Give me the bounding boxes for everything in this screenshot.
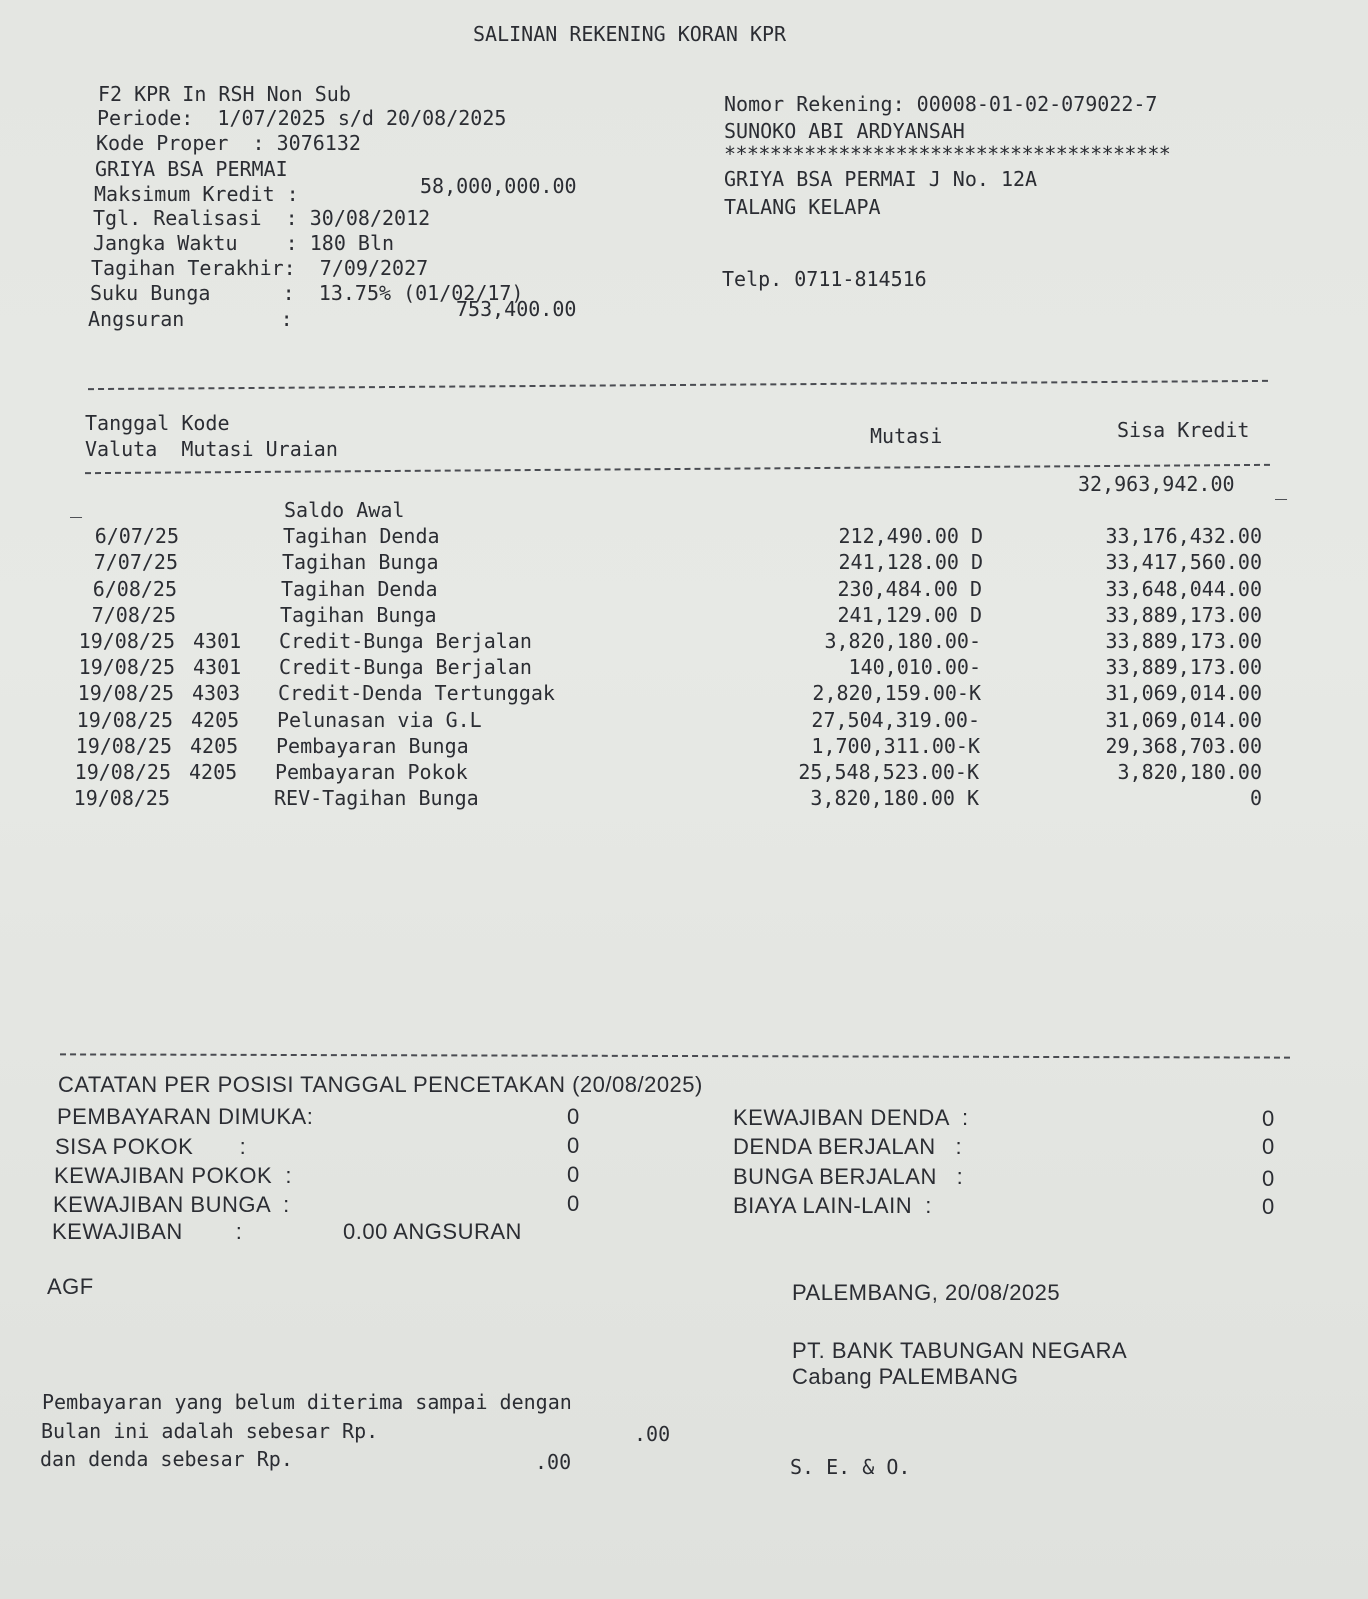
row-uraian: Credit-Bunga Berjalan	[279, 655, 532, 680]
row-uraian: Credit-Bunga Berjalan	[279, 629, 532, 653]
row-uraian: REV-Tagihan Bunga	[274, 786, 479, 811]
header-mutasi: Mutasi	[870, 424, 943, 448]
row-mutasi: 230,484.00 D	[837, 576, 982, 601]
note-kewajiban-pokok-value: 0	[567, 1162, 580, 1187]
note-bunga-berjalan-label: BUNGA BERJALAN :	[733, 1164, 964, 1189]
jangka-waktu: Jangka Waktu : 180 Bln	[93, 231, 395, 255]
row-sisa: 33,648,044.00	[1105, 576, 1262, 601]
kode-proper: Kode Proper : 3076132	[96, 131, 361, 155]
opening-balance: 32,963,942.00	[1078, 472, 1235, 496]
row-date: 7/08/25	[91, 602, 176, 627]
notes-heading: CATATAN PER POSISI TANGGAL PENCETAKAN (20/08/2025)	[58, 1072, 703, 1097]
row-mutasi: 140,010.00-	[848, 655, 981, 680]
note-kewajiban-label: KEWAJIBAN :	[52, 1219, 243, 1244]
note-sisa-pokok-value: 0	[567, 1133, 580, 1158]
note-denda-berjalan-label: DENDA BERJALAN :	[733, 1134, 963, 1159]
row-kode: 4303	[192, 681, 241, 706]
row-uraian: Pembayaran Bunga	[276, 733, 469, 758]
row-mutasi: 25,548,523.00-K	[798, 760, 979, 784]
row-date: 19/08/25	[77, 681, 174, 706]
row-date: 19/08/25	[78, 629, 175, 653]
row-mutasi: 212,490.00 D	[838, 524, 983, 549]
customer-name: SUNOKO ABI ARDYANSAH	[724, 119, 965, 143]
notes-separator	[60, 1053, 1290, 1058]
row-mutasi: 3,820,180.00 K	[810, 786, 979, 811]
header-separator-top	[88, 380, 1268, 390]
note-kewajiban-bunga-label: KEWAJIBAN BUNGA :	[53, 1192, 290, 1217]
row-uraian: Tagihan Denda	[281, 576, 438, 601]
row-kode: 4205	[190, 733, 239, 758]
row-date: 19/08/25	[74, 760, 171, 784]
angsuran-label: Angsuran :	[88, 307, 293, 331]
payment-note-line-2-value: .00	[634, 1422, 671, 1446]
note-kewajiban-bunga-value: 0	[567, 1191, 580, 1216]
row-sisa: 29,368,703.00	[1105, 733, 1262, 758]
row-kode: 4205	[191, 707, 240, 732]
note-bunga-berjalan-value: 0	[1262, 1166, 1275, 1191]
row-uraian: Saldo Awal	[284, 498, 405, 522]
row-sisa: 33,889,173.00	[1105, 655, 1262, 680]
maksimum-kredit-label: Maksimum Kredit :	[94, 182, 299, 206]
note-pembayaran-dimuka-value: 0	[567, 1104, 580, 1129]
row-kode: 4205	[189, 760, 238, 784]
row-kode: 4301	[193, 629, 242, 653]
note-denda-berjalan-value: 0	[1262, 1134, 1275, 1159]
address-line-2: TALANG KELAPA	[724, 195, 881, 219]
angsuran-value: 753,400.00	[456, 297, 577, 321]
tgl-realisasi: Tgl. Realisasi : 30/08/2012	[93, 206, 431, 230]
row-mutasi: 1,700,311.00-K	[811, 733, 980, 758]
note-biaya-lain-value: 0	[1262, 1194, 1275, 1219]
row-uraian: Pelunasan via G.L	[277, 707, 482, 732]
row-uraian: Pembayaran Pokok	[275, 760, 468, 784]
note-pembayaran-dimuka-label: PEMBAYARAN DIMUKA:	[57, 1104, 314, 1129]
header-sisa-kredit: Sisa Kredit	[1117, 418, 1250, 442]
row-uraian: Tagihan Denda	[283, 524, 440, 549]
note-kewajiban-denda-value: 0	[1262, 1106, 1275, 1131]
row-kode: 4301	[193, 655, 242, 680]
telephone: Telp. 0711-814516	[722, 267, 927, 291]
bank-branch: Cabang PALEMBANG	[792, 1364, 1019, 1389]
header-tanggal-kode: Tanggal Kode	[85, 411, 230, 435]
row-marker-right: _	[1275, 476, 1288, 500]
note-sisa-pokok-label: SISA POKOK :	[55, 1134, 247, 1159]
note-biaya-lain-label: BIAYA LAIN-LAIN :	[733, 1193, 932, 1218]
row-sisa: 31,069,014.00	[1105, 707, 1262, 732]
note-kewajiban-denda-label: KEWAJIBAN DENDA :	[733, 1105, 969, 1130]
document-title: SALINAN REKENING KORAN KPR	[473, 22, 787, 46]
product-name: F2 KPR In RSH Non Sub	[98, 82, 351, 106]
errors-omissions-note: S. E. & O.	[790, 1455, 911, 1479]
operator-initials: AGF	[47, 1274, 94, 1299]
payment-note-line-3-label: dan denda sebesar Rp.	[40, 1447, 293, 1471]
row-uraian: Credit-Denda Tertunggak	[278, 681, 555, 706]
row-mutasi: 3,820,180.00-	[824, 629, 981, 653]
row-mutasi: 241,128.00 D	[838, 550, 983, 575]
row-date: 19/08/25	[73, 786, 170, 811]
stars-separator: ***************************************	[724, 142, 1171, 166]
payment-note-line-2-label: Bulan ini adalah sebesar Rp.	[41, 1419, 379, 1443]
place-and-date: PALEMBANG, 20/08/2025	[792, 1280, 1061, 1305]
row-sisa: 33,889,173.00	[1105, 629, 1262, 653]
maksimum-kredit-value: 58,000,000.00	[420, 174, 577, 198]
row-date: 19/08/25	[76, 707, 173, 732]
row-date: 6/07/25	[94, 524, 179, 549]
header-valuta-mutasi-uraian: Valuta Mutasi Uraian	[85, 437, 338, 461]
row-date: 7/07/25	[93, 550, 178, 575]
project-name: GRIYA BSA PERMAI	[95, 157, 288, 181]
payment-note-line-1: Pembayaran yang belum diterima sampai dengan	[42, 1390, 572, 1414]
row-uraian: Tagihan Bunga	[280, 602, 437, 627]
row-mutasi: 241,129.00 D	[837, 602, 982, 627]
row-mutasi: 2,820,159.00-K	[812, 681, 981, 706]
row-sisa: 3,820,180.00	[1117, 760, 1262, 784]
address-line-1: GRIYA BSA PERMAI J No. 12A	[724, 167, 1038, 191]
periode: Periode: 1/07/2025 s/d 20/08/2025	[97, 106, 507, 130]
tagihan-terakhir: Tagihan Terakhir: 7/09/2027	[91, 256, 429, 280]
row-uraian: Tagihan Bunga	[282, 550, 439, 575]
row-marker: _	[70, 494, 83, 518]
row-date: 19/08/25	[78, 655, 175, 680]
suku-bunga: Suku Bunga : 13.75% (01/02/17)	[90, 281, 524, 305]
nomor-rekening: Nomor Rekening: 00008-01-02-079022-7	[724, 92, 1158, 116]
note-kewajiban-pokok-label: KEWAJIBAN POKOK :	[54, 1163, 293, 1188]
row-sisa: 31,069,014.00	[1105, 681, 1262, 706]
row-sisa: 0	[1249, 786, 1262, 811]
payment-note-line-3-value: .00	[535, 1450, 572, 1474]
row-date: 6/08/25	[92, 576, 177, 601]
row-sisa: 33,417,560.00	[1105, 550, 1262, 575]
row-sisa: 33,176,432.00	[1105, 524, 1262, 549]
bank-name: PT. BANK TABUNGAN NEGARA	[792, 1338, 1128, 1363]
row-sisa: 33,889,173.00	[1105, 602, 1262, 627]
row-mutasi: 27,504,319.00-	[811, 707, 980, 732]
note-kewajiban-value: 0.00 ANGSURAN	[343, 1219, 522, 1244]
row-date: 19/08/25	[75, 733, 172, 758]
